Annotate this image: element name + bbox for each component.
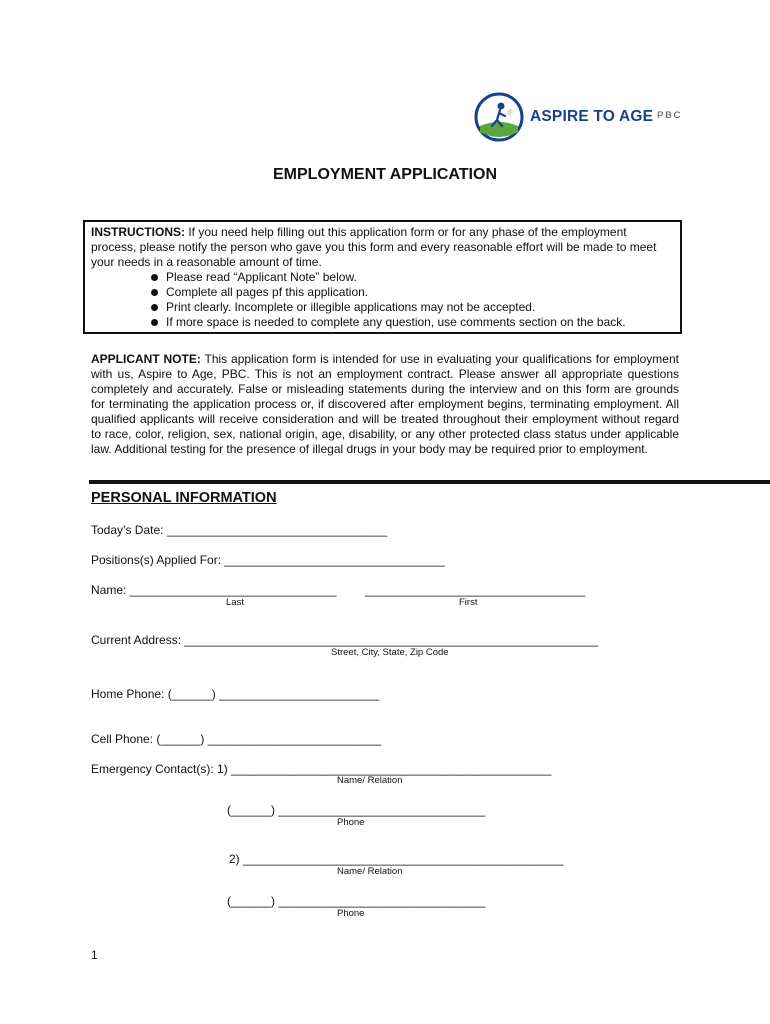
name-relation-hint: Name/ Relation [337,775,403,786]
applicant-note-text: This application form is intended for use in evaluating your qualifications for employment with us, Aspire to Age, PBC. This is not an employment contract. Please answer all appropriate questions completely and accurately. False or misleading statements during the interview and on this form are grounds for terminating the application process or, if discovered after employment begins, terminating employment. All qualified applicants will receive consideration and will be treated throughout their employment without regard to race, color, religion, sex, national origin, age, disability, or any other protected class status under applicable law. Additional testing for the presence of illegal drugs in your body may be required prior to employment. [91,352,679,456]
positions-field[interactable]: Positions(s) Applied For: _________________________________ [91,553,445,567]
cell-phone-field[interactable]: Cell Phone: (______) __________________________ [91,732,382,746]
name-relation-hint-2: Name/ Relation [337,866,403,877]
list-item: Please read “Applicant Note” below. [151,270,674,285]
company-logo [474,92,704,144]
home-phone-field[interactable]: Home Phone: (______) ________________________ [91,687,380,701]
emergency-contact-1-field[interactable]: Emergency Contact(s): 1) ________________________________________________ [91,762,552,776]
page-number: 1 [91,948,98,962]
instructions-label: INSTRUCTIONS: [91,225,185,239]
address-hint: Street, City, State, Zip Code [331,647,449,658]
last-name-field[interactable]: Name: _______________________________ [91,583,337,597]
applicant-note-label: APPLICANT NOTE: [91,352,201,366]
phone-hint-2: Phone [337,908,365,919]
last-name-hint: Last [226,597,244,608]
first-name-hint: First [459,597,478,608]
applicant-note [91,352,679,457]
instructions-text: If you need help filling out this application form or for any phase of the employment process, please notify the person who gave you this form and every reasonable effort will be made to meet your needs in a reasonable amount of time. [91,225,657,269]
current-address-field[interactable]: Current Address: ______________________________________________________________ [91,633,599,647]
emergency-phone-2-field[interactable]: (______) _______________________________ [227,894,486,908]
section-divider [89,480,770,484]
emergency-contact-2-field[interactable]: 2) ________________________________________________ [229,852,564,866]
todays-date-field[interactable]: Today’s Date: _________________________________ [91,523,388,537]
logo-name: ASPIRE TO AGE [530,108,654,125]
list-item: Complete all pages pf this application. [151,285,674,300]
logo-suffix: PBC [657,110,683,121]
list-item: If more space is needed to complete any question, use comments section on the back. [151,315,674,330]
first-name-field[interactable]: _________________________________ [365,583,586,597]
instructions-paragraph [91,225,674,270]
list-item: Print clearly. Incomplete or illegible applications may not be accepted. [151,300,674,315]
phone-hint: Phone [337,817,365,828]
page-title: EMPLOYMENT APPLICATION [273,166,497,183]
section-heading-personal: PERSONAL INFORMATION [91,490,277,506]
emergency-phone-1-field[interactable]: (______) _______________________________ [227,803,486,817]
instructions-box [83,220,682,334]
instructions-list [91,270,674,330]
aspire-to-age-logo-icon [474,92,524,142]
